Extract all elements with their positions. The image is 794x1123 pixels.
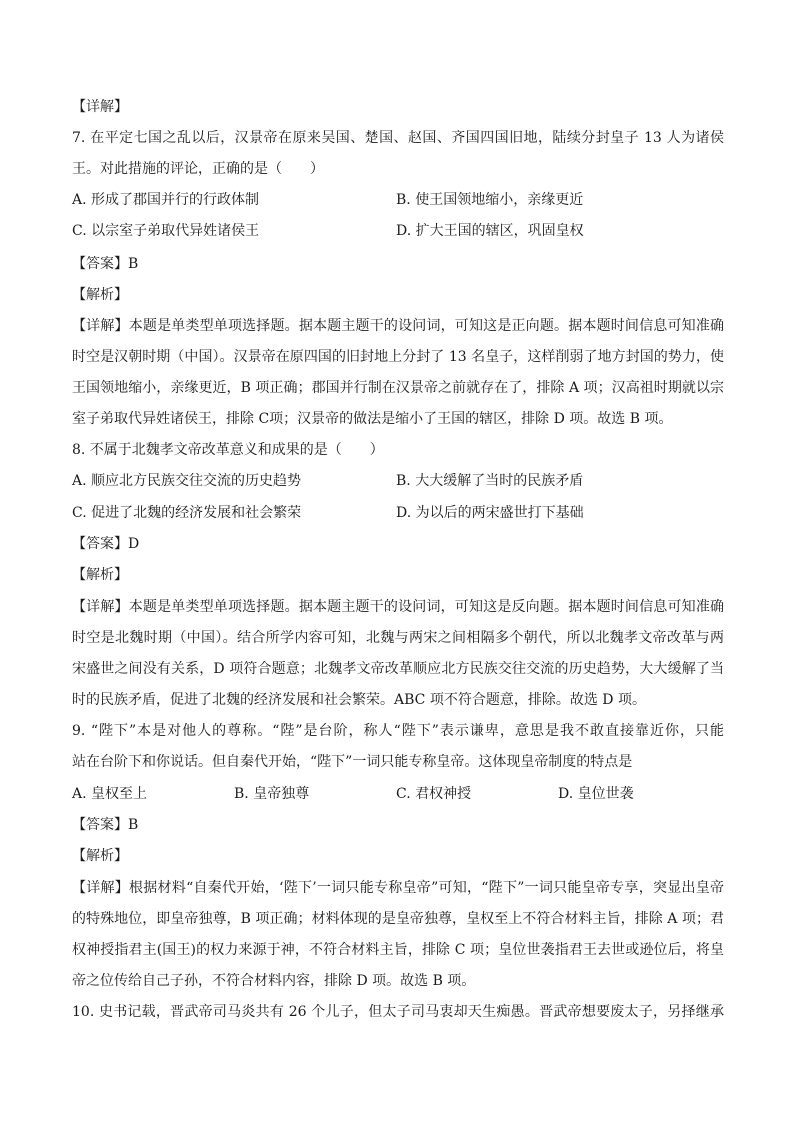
q7-detail-line-3: 王国领地缩小，亲缘更近，B 项正确；郡国并行制在汉景帝之前就存在了，排除 A 项；汉高祖时期就以宗: [72, 380, 724, 396]
q10-stem-line-1: 10. 史书记载，晋武帝司马炎共有 26 个儿子，但太子司马衷却天生痴愚。晋武帝想要废太子，另择继承: [72, 1004, 724, 1020]
q7-detail-line-1: 【详解】本题是单类型单项选择题。据本题主题干的设问词，可知这是正向题。据本题时间信息可知准确: [72, 318, 724, 334]
q9-analysis-label: 【解析】: [72, 848, 128, 864]
q9-answer: 【答案】B: [72, 817, 139, 833]
q8-option-b: B. 大大缓解了当时的民族矛盾: [396, 473, 584, 489]
q7-option-a: A. 形成了郡国并行的行政体制: [72, 192, 260, 208]
q8-detail-line-3: 宋盛世之间没有关系，D 项符合题意；北魏孝文帝改革顺应北方民族交往交流的历史趋势，大大缓解了当: [72, 661, 724, 677]
q7-detail-line-2: 时空是汉朝时期（中国）。汉景帝在原四国的旧封地上分封了 13 名皇子，这样削弱了地方封国的势力，使: [72, 349, 724, 365]
q9-stem-line-2: 站在台阶下和你说话。但自秦代开始，“陛下”一词只能专称皇帝。这体现皇帝制度的特点是: [72, 754, 633, 770]
q9-option-c: C. 君权神授: [396, 786, 472, 802]
q7-stem-line-1: 7. 在平定七国之乱以后，汉景帝在原来吴国、楚国、赵国、齐国四国旧地，陆续分封皇子 13 人为诸侯: [72, 130, 724, 146]
q8-stem-line-1: 8. 不属于北魏孝文帝改革意义和成果的是（ ）: [72, 442, 384, 458]
q9-detail-line-2: 的特殊地位，即皇帝独尊，B 项正确；材料体现的是皇帝独尊，皇权至上不符合材料主旨，排除 A 项；君: [72, 911, 724, 927]
q7-analysis-label: 【解析】: [72, 287, 128, 303]
q7-answer: 【答案】B: [72, 256, 139, 272]
q9-detail-line-1: 【详解】根据材料“自秦代开始，‘陛下’一词只能专称皇帝”可知，“陛下”一词只能皇帝专享，突显出皇帝: [72, 880, 724, 896]
q8-detail-line-2: 时空是北魏时期（中国）。结合所学内容可知，北魏与两宋之间相隔多个朝代，所以北魏孝文帝改革与两: [72, 630, 724, 646]
q8-analysis-label: 【解析】: [72, 567, 128, 583]
q8-answer: 【答案】D: [72, 536, 140, 552]
q9-option-a: A. 皇权至上: [72, 786, 148, 802]
q7-option-c: C. 以宗室子弟取代异姓诸侯王: [72, 223, 260, 239]
q7-option-b: B. 使王国领地缩小，亲缘更近: [396, 192, 584, 208]
q9-option-b: B. 皇帝独尊: [234, 786, 310, 802]
detail-heading: 【详解】: [72, 99, 128, 115]
q8-option-c: C. 促进了北魏的经济发展和社会繁荣: [72, 505, 302, 521]
q7-option-d: D. 扩大王国的辖区，巩固皇权: [396, 223, 584, 239]
q9-stem-line-1: 9. “陛下”本是对他人的尊称。“陛”是台阶，称人“陛下”表示谦卑，意思是我不敢直接靠近你，只能: [72, 723, 724, 739]
q8-option-a: A. 顺应北方民族交往交流的历史趋势: [72, 473, 302, 489]
q8-detail-line-4: 时的民族矛盾，促进了北魏的经济发展和社会繁荣。ABC 项不符合题意，排除。故选 D 项。: [72, 692, 646, 708]
q8-option-d: D. 为以后的两宋盛世打下基础: [396, 505, 584, 521]
q9-option-d: D. 皇位世袭: [558, 786, 634, 802]
q7-detail-line-4: 室子弟取代异姓诸侯王，排除 C项；汉景帝的做法是缩小了王国的辖区，排除 D 项。故选 B 项。: [72, 411, 673, 427]
q8-detail-line-1: 【详解】本题是单类型单项选择题。据本题主题干的设问词，可知这是反向题。据本题时间信息可知准确: [72, 599, 724, 615]
q9-detail-line-4: 帝之位传给自己子孙，不符合材料内容，排除 D 项。故选 B 项。: [72, 973, 476, 989]
q9-detail-line-3: 权神授指君主(国王)的权力来源于神，不符合材料主旨，排除 C 项；皇位世袭指君王去世或逊位后，将皇: [72, 942, 724, 958]
q7-stem-line-2: 王。对此措施的评论，正确的是（ ）: [72, 161, 324, 177]
